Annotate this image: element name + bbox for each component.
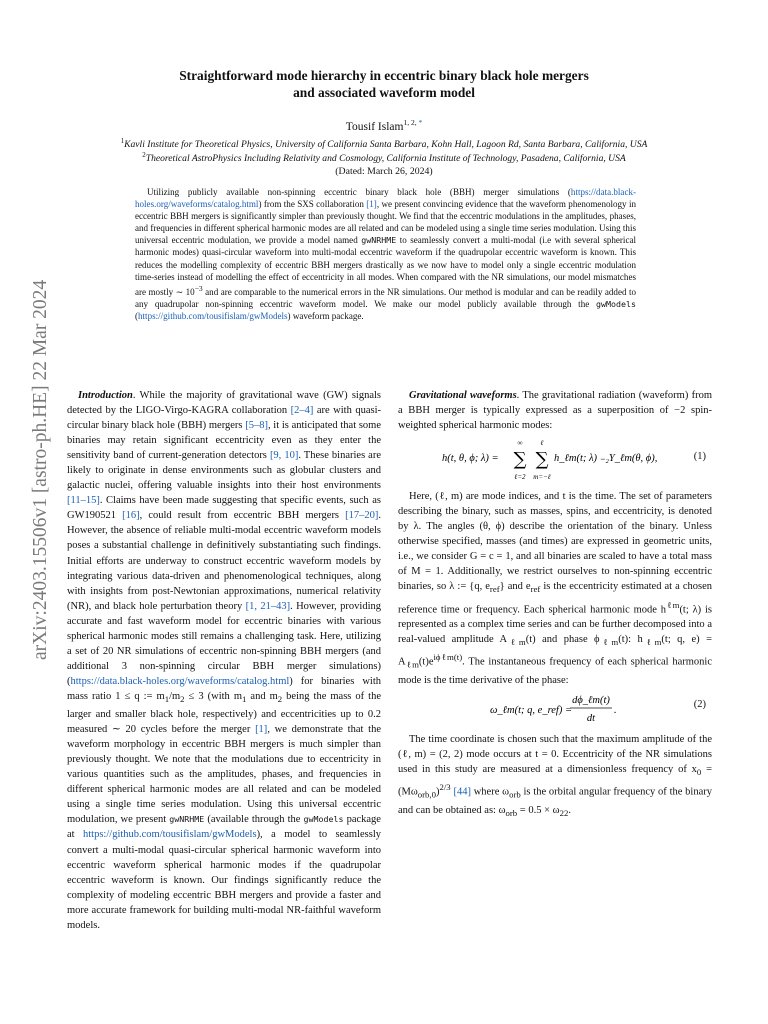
introduction-heading: Introduction bbox=[78, 390, 133, 401]
date-line: (Dated: March 26, 2024) bbox=[335, 166, 433, 177]
citation-link[interactable]: [9, 10] bbox=[269, 450, 299, 462]
eq2-lhs: ω_ℓm(t; q, e_ref) = bbox=[490, 704, 573, 716]
eq1-sum-2-bottom: m=−ℓ bbox=[533, 473, 551, 482]
author-affiliation-marks: 1, 2, * bbox=[403, 118, 423, 127]
citation-link[interactable]: [2–4] bbox=[290, 405, 314, 417]
corresponding-author-link[interactable]: * bbox=[418, 118, 423, 127]
eq1-sum-1-top: ∞ bbox=[517, 439, 523, 448]
package-name-code: gwModels bbox=[303, 814, 344, 825]
parameters-paragraph: Here, (ℓ, m) are mode indices, and t is the time. The set of parameters describing the binary, such as masses, spins, and eccentricity, is denoted by λ. The angles (θ, ϕ) describe the orientation of the binary. Unless otherwise specified, masses (and times) are expressed in geometric units, i.e., we consider G = c = 1, and all binaries are scaled to have a total mass of M = 1. Additionally, we restrict ourselves to non-spinning eccentric binaries, so λ := {q, $e_{ref}$} and $e_{ref}$ is the eccentricity estimated at a chosen reference time or frequency. Each spherical harmonic mode $h^{\ell m}(t$; λ) is represented as a complex time series and can be further decomposed into a real-valued amplitude $A_{\ell m}(t)$ and phase $\phi_{\ell m}(t)$: $h_{\ell m}(t$; q, $e) = A_{\ell m}(t)e^{i\phi\ell m(t)}$. The instantaneous frequency of each spherical harmonic mode is the time derivative of the phase: bbox=[398, 491, 713, 686]
eq2-period: . bbox=[614, 704, 617, 716]
citation-link[interactable]: [17–20] bbox=[345, 510, 379, 522]
abstract: Utilizing publicly available non-spinning eccentric binary black hole (BBH) merger simulations (https://data.black-holes.org/waveforms/catalog.html) from the SXS collaboration [1], we present convincing evidence that the waveform phenomenology in eccentric BBH mergers is significantly simpler than previously thought. We find that the eccentric modulations in the amplitudes, phases, and frequencies in different spherical harmonic modes are all related and can be modeled using a single time series modulation. Using this universal eccentric modulation, we provide a model named gwNRHME to seamlessly convert a multi-modal (i.e with several spherical harmonic modes) quasi-circular waveform into multi-modal eccentric waveform if the quadrupolar eccentric waveform is known. This reduces the modelling complexity of eccentric BBH mergers drastically as we now have to model only a single eccentric modulation time-series instead of modelling the effect of eccentricity in all modes. When compared with the NR simulations, our model mismatches are mostly ∼ $10^{-3}$ and are comparable to the numerical errors in the NR simulations. Our method is modular and can be readily added to any quadrupolar non-spinning eccentric waveform model. We make our model publicly available through the gwModels (https://github.com/tousifislam/gwModels) waveform package. bbox=[135, 187, 636, 321]
equation-2 bbox=[398, 688, 712, 732]
citation-link[interactable]: [16] bbox=[122, 510, 140, 522]
abstract-citation[interactable]: [1] bbox=[366, 199, 377, 210]
model-name-code: gwNRHME bbox=[361, 235, 397, 246]
author-name: Tousif Islam bbox=[345, 120, 404, 133]
title-line-2: and associated waveform model bbox=[293, 85, 475, 100]
affiliation-1 bbox=[0, 137, 768, 150]
catalog-link[interactable]: https://data.black-holes.org/waveforms/catalog.html bbox=[70, 675, 290, 687]
equation-1-number: (1) bbox=[693, 451, 706, 463]
affiliation-1-mark: 1 bbox=[120, 137, 125, 145]
title-line-1: Straightforward mode hierarchy in eccentric binary black hole mergers bbox=[179, 68, 589, 83]
eq1-sum-1-bottom: ℓ=2 bbox=[514, 473, 526, 482]
eq2-numerator: dϕ_ℓm(t) bbox=[572, 694, 610, 706]
introduction-paragraph: Introduction. While the majority of gravitational wave (GW) signals detected by the LIGO-Virgo-KAGRA collaboration [2–4] are with quasi-circular binary black hole (BBH) mergers [5–8], it is anticipated that some binaries may retain significant eccentricity even as they enter the sensitivity band of current-generation detectors [9, 10]. These binaries are likely to originate in dense environments such as globular clusters and galactic nuclei, offering valuable insights into their host environments [11–15]. Claims have been made suggesting that specific events, such as GW190521 [16], could result from eccentric BBH mergers [17–20]. However, the absence of reliable multi-modal eccentric waveform models poses a substantial challenge in definitively substantiating such findings. Initial efforts are underway to construct eccentric waveform models by integrating various data-driven and phenomenological techniques, along with insights from post-Newtonian approximations, numerical relativity (NR), and black hole perturbation theory [1, 21–43]. However, providing accurate and fast waveform model for eccentric binaries with various spherical harmonic modes still remains a challenging task. Here, utilizing a set of 20 NR simulations of eccentric non-spinning BBH mergers (and additional 3 non-spinning circular BBH merger simulations) (https://data.black-holes.org/waveforms/catalog.html) for binaries with mass ratio 1 ≤ q := $m_1/m_2 \le 3$ (with $m_1$ and $m_2$ being the mass of the larger and smaller black hole, respectively) and eccentricities up to 0.2 measured ∼ 20 cycles before the merger [1], we demonstrate that the waveform morphology in eccentric BBH mergers is much simpler than previously thought. We note that the modulations due to eccentricity in various quantities such as the amplitudes, phases, and frequencies in different spherical harmonic modes are all related and can be modeled using a single time series modulation. Using this universal eccentric modulation, we present gwNRHME (available through the gwModels package at https://github.com/tousifislam/gwModels), a model to seamlessly convert a multi-modal quasi-circular spherical harmonic waveform into eccentric waveform spherical harmonic modes if the quadrupolar eccentric waveform is known. Our findings significantly reduce the complexity of modeling eccentric BBH mergers and provide a faster and more accurate framework for building multi-modal NR-faithful waveform models. bbox=[67, 390, 382, 931]
eq1-sum-1-symbol: ∑ bbox=[513, 449, 527, 471]
abstract-catalog-link[interactable]: https://data.black-holes.org/waveforms/catalog.html bbox=[135, 187, 636, 210]
citation-link[interactable]: [5–8] bbox=[245, 420, 268, 432]
equation-2-number: (2) bbox=[693, 698, 706, 710]
gravitational-waveforms-heading: Gravitational waveforms bbox=[409, 390, 517, 401]
eq1-lhs: h(t, θ, ϕ; λ) = bbox=[442, 453, 499, 465]
arxiv-id-text: arXiv:2403.15506v1 [astro-ph.HE] 22 Mar 2024 bbox=[30, 279, 51, 660]
affiliation-2-mark: 2 bbox=[142, 151, 146, 159]
affiliation-1-text: Kavli Institute for Theoretical Physics, University of California Santa Barbara, Kohn Hall, Lagoon Rd, Santa Barbara, California, USA bbox=[124, 139, 648, 151]
affiliation-2 bbox=[0, 151, 768, 164]
citation-link[interactable]: [11–15] bbox=[67, 495, 100, 507]
github-link[interactable]: https://github.com/tousifislam/gwModels bbox=[83, 829, 257, 841]
citation-link[interactable]: [1] bbox=[255, 724, 268, 736]
package-name-code: gwModels bbox=[596, 298, 636, 309]
affiliation-2-text: Theoretical AstroPhysics Including Relativity and Cosmology, California Institute of Technology, Pasadena, California, USA bbox=[145, 153, 626, 165]
left-column bbox=[67, 388, 381, 933]
citation-link[interactable]: [44] bbox=[453, 786, 471, 798]
eq1-rhs: h_ℓm(t; λ) ₋₂Y_ℓm(θ, ϕ), bbox=[554, 453, 658, 465]
time-coordinate-paragraph: The time coordinate is chosen such that the maximum amplitude of the (ℓ, m) = (2, 2) mode occurs at t = 0. Eccentricity of the NR simulations used in this study are measured at a dimensionless frequency of $x_0 = (M\omega_{orb,0})^{2/3}$ [44] where $\omega_{orb}$ is the orbital angular frequency of the binary and can be obtained as: $\omega_{orb} = 0.5 \times \omega_{22}$. bbox=[398, 733, 713, 818]
arxiv-identifier-stamp bbox=[12, 240, 62, 660]
paper-title bbox=[100, 67, 668, 101]
right-column bbox=[398, 388, 712, 821]
eq1-sum-2-top: ℓ bbox=[540, 439, 544, 448]
gravitational-waveforms-paragraph: Gravitational waveforms. The gravitational radiation (waveform) from a BBH merger is typically expressed as a superposition of −2 spin-weighted spherical harmonic modes: bbox=[398, 390, 712, 432]
model-name-code: gwNRHME bbox=[169, 814, 205, 825]
abstract-github-link[interactable]: https://github.com/tousifislam/gwModels bbox=[138, 310, 288, 321]
citation-link[interactable]: [1, 21–43] bbox=[245, 600, 291, 612]
eq1-sum-2-symbol: ∑ bbox=[535, 449, 549, 471]
equation-1 bbox=[398, 433, 712, 489]
author-line bbox=[0, 118, 768, 133]
eq2-denominator: dt bbox=[586, 712, 596, 724]
